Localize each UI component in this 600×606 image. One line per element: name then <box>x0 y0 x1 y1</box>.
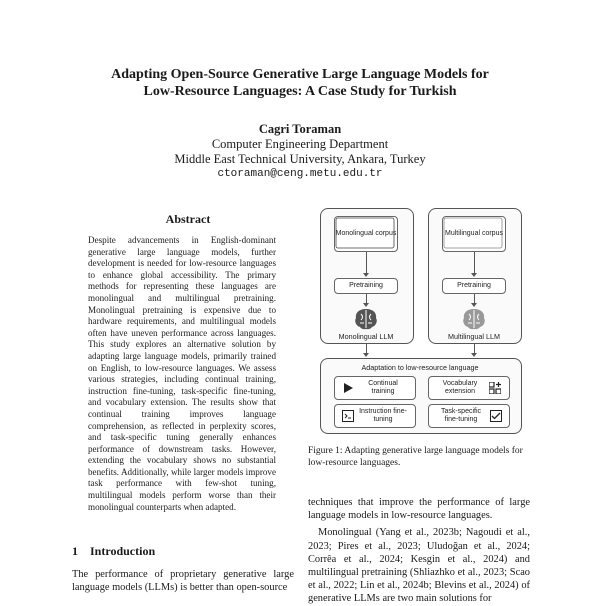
author-email[interactable]: ctoraman@ceng.metu.edu.tr <box>217 168 383 180</box>
figure-caption: Figure 1: Adapting generative large language models for low-resource languages. <box>308 446 523 468</box>
author-name: Cagri Toraman <box>258 122 342 136</box>
arrow <box>474 252 475 274</box>
continual-training-label: Continual training <box>368 380 398 395</box>
play-icon <box>343 383 353 393</box>
continual-training-box <box>334 376 416 400</box>
arrow <box>366 344 367 354</box>
title-line-2: Low-Resource Languages: A Case Study for Turkish <box>143 84 457 99</box>
vocabulary-extension-box <box>428 376 510 400</box>
task-specific-finetuning-box <box>428 404 510 428</box>
monolingual-corpus-label: Monolingual corpus <box>335 230 397 237</box>
introduction-body: The performance of proprietary generative large language models (LLMs) is better than open-source <box>72 569 294 594</box>
paragraph: techniques that improve the performance of large language models in low-resource languages. <box>308 497 530 522</box>
author-affiliation: Middle East Technical University, Ankara, Turkey <box>174 152 426 166</box>
author-department: Computer Engineering Department <box>211 137 389 151</box>
multilingual-corpus-box <box>442 216 506 252</box>
vocabulary-extension-label: Vocabulary extension <box>442 380 478 395</box>
brain-icon <box>353 307 379 331</box>
brain-icon <box>461 307 487 331</box>
adaptation-title: Adaptation to low-resource language <box>361 363 479 372</box>
checklist-icon <box>490 410 502 422</box>
section-title: Introduction <box>90 544 156 558</box>
title-line-1: Adapting Open-Source Generative Large Language Models for <box>111 67 489 82</box>
arrow <box>474 294 475 304</box>
paragraph: Monolingual (Yang et al., 2023b; Nagoudi et al., 2023; Pires et al., 2023; Uludoğan et al., 2024; Corrêa et al., 2024; Kesgin et al., 2024) and multilingual pretraining (Shliazhko et al., 2023; Scao et al., 2022; Lin et al., 2024b; Blevins et al., 2024) of generative LLMs are two main solutions for <box>308 527 530 605</box>
arrow <box>366 252 367 274</box>
abstract-body: Despite advancements in English-dominant generative large language models, further development is needed for low-resource languages to enhance global accessibility. The primary methods for representing these languages are monolingual and multilingual pretraining. Monolingual pretraining is expensive due to hardware requirements, and multilingual models often have uneven performance across languages. This study explores an alternative solution by adapting large language models, primarily trained on English, to low-resource languages. We assess various strategies, including continual training, instruction fine-tuning, task-specific fine-tuning, and vocabulary extension. The results show that continual training improves language comprehension, as reflected in perplexity scores, and task-specific tuning generally enhances performance of downstream tasks. However, extending the vocabulary shows no substantial benefits. Additionally, while larger models improve task performance with few-shot tuning, multilingual models perform worse than their monolingual counterparts when adapted. <box>88 235 276 512</box>
terminal-icon <box>342 410 354 422</box>
multilingual-corpus-label: Multilingual corpus <box>445 230 503 237</box>
pretraining-box-right: Pretraining <box>442 278 506 294</box>
grid-plus-icon <box>489 382 501 394</box>
section-heading-introduction <box>72 544 155 559</box>
monolingual-corpus-box <box>334 216 398 252</box>
monolingual-llm-label: Monolingual LLM <box>338 332 394 341</box>
author-block <box>100 122 500 182</box>
section-number: 1 <box>72 544 78 558</box>
arrow <box>474 344 475 354</box>
multilingual-llm-label: Multilingual LLM <box>448 332 500 341</box>
instruction-finetuning-box <box>334 404 416 428</box>
right-column-body <box>308 496 530 606</box>
figure-1 <box>320 208 520 432</box>
paper-title <box>60 66 540 100</box>
pretraining-box-left: Pretraining <box>334 278 398 294</box>
task-specific-finetuning-label: Task-specific fine-tuning <box>440 408 482 423</box>
instruction-finetuning-label: Instruction fine-tuning <box>359 408 407 423</box>
arrow <box>366 294 367 304</box>
abstract-heading: Abstract <box>165 212 211 226</box>
